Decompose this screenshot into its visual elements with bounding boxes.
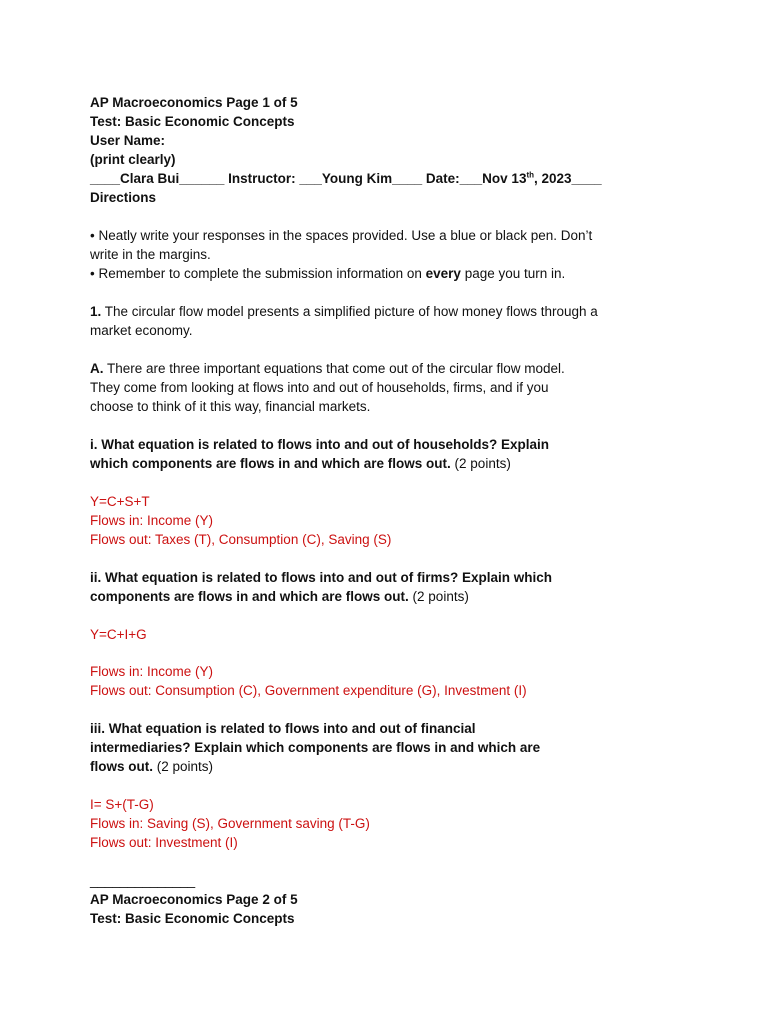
separator-rule: ______________: [90, 873, 196, 888]
answer-i-flows-in: Flows in: Income (Y): [90, 513, 214, 528]
part-a-label: A.: [90, 361, 104, 376]
submission-info-line: [90, 169, 602, 188]
question-1-line-1: [90, 302, 598, 321]
print-clearly-note: (print clearly): [90, 152, 176, 167]
question-i-line-2: [90, 454, 511, 473]
directions-heading: Directions: [90, 190, 157, 205]
question-iii-line-1: iii. What equation is related to flows into and out of financial: [90, 721, 476, 736]
question-ii-line-2: [90, 587, 469, 606]
answer-i-equation: Y=C+S+T: [90, 494, 150, 509]
answer-i-flows-out: Flows out: Taxes (T), Consumption (C), Saving (S): [90, 532, 392, 547]
answer-ii-flows-out: Flows out: Consumption (C), Government expenditure (G), Investment (I): [90, 683, 527, 698]
bullet-2-tail: page you turn in.: [460, 266, 566, 281]
bullet-2-emphasis: every: [425, 266, 461, 281]
part-a-line-1: [90, 359, 565, 378]
question-i-points: (2 points): [450, 456, 511, 471]
test-title: Test: Basic Economic Concepts: [90, 114, 295, 129]
page-header: AP Macroeconomics Page 1 of 5: [90, 95, 298, 110]
bullet-1-line-2: write in the margins.: [90, 247, 211, 262]
question-i-text: which components are flows in and which are flows out.: [90, 456, 451, 471]
question-iii-points: (2 points): [153, 759, 214, 774]
question-iii-text: flows out.: [90, 759, 153, 774]
bullet-2: [90, 264, 565, 283]
part-a-line-3: choose to think of it this way, financial markets.: [90, 399, 371, 414]
bullet-1-line-1: • Neatly write your responses in the spaces provided. Use a blue or black pen. Don’t: [90, 228, 593, 243]
question-ii-line-1: ii. What equation is related to flows into and out of firms? Explain which: [90, 570, 553, 585]
answer-ii-flows-in: Flows in: Income (Y): [90, 664, 214, 679]
answer-iii-flows-in: Flows in: Saving (S), Government saving (T-G): [90, 816, 370, 831]
part-a-text: There are three important equations that come out of the circular flow model.: [103, 361, 565, 376]
page-2-test-title: Test: Basic Economic Concepts: [90, 911, 295, 926]
user-name-label: User Name:: [90, 133, 166, 148]
answer-iii-equation: I= S+(T-G): [90, 797, 154, 812]
part-a-line-2: They come from looking at flows into and out of households, firms, and if you: [90, 380, 549, 395]
question-ii-text: components are flows in and which are flows out.: [90, 589, 409, 604]
submission-year: , 2023____: [534, 171, 602, 186]
answer-ii-equation: Y=C+I+G: [90, 627, 147, 642]
question-1-text: The circular flow model presents a simplified picture of how money flows through a: [101, 304, 598, 319]
question-ii-points: (2 points): [408, 589, 469, 604]
submission-info-text: ____Clara Bui______ Instructor: ___Young Kim____ Date:___Nov 13: [90, 171, 527, 186]
question-iii-line-3: [90, 757, 213, 776]
date-superscript: th: [526, 170, 535, 180]
question-i-line-1: i. What equation is related to flows into and out of households? Explain: [90, 437, 550, 452]
question-1-line-2: market economy.: [90, 323, 193, 338]
question-iii-line-2: intermediaries? Explain which components are flows in and which are: [90, 740, 541, 755]
bullet-2-text: • Remember to complete the submission information on: [90, 266, 426, 281]
question-1-number: 1.: [90, 304, 102, 319]
answer-iii-flows-out: Flows out: Investment (I): [90, 835, 238, 850]
page-2-header: AP Macroeconomics Page 2 of 5: [90, 892, 298, 907]
